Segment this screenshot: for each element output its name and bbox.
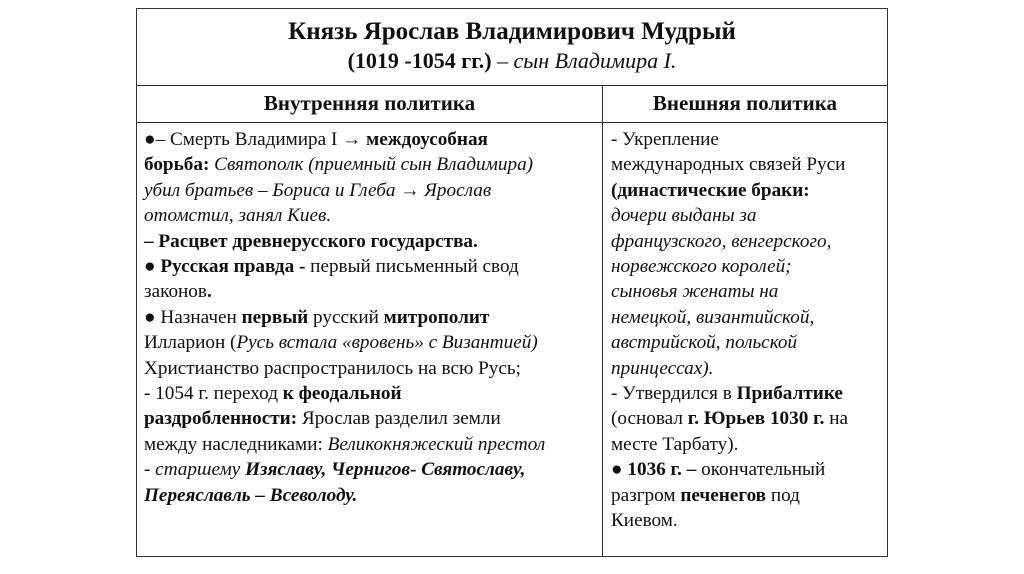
text-segment: г. Юрьев 1030 г. [687, 408, 825, 430]
external-policy-cell [603, 123, 887, 556]
text-line [611, 127, 887, 152]
text-line [611, 356, 887, 381]
text-segment: печенегов [680, 484, 767, 506]
subtitle-line [137, 47, 887, 75]
text-segment: Русь встала «вровень» с Византией) [236, 332, 538, 354]
text-segment: - старшему [144, 459, 246, 481]
text-line [144, 203, 602, 228]
text-segment: первый письменный свод [310, 256, 519, 278]
title-line: Князь Ярослав Владимирович Мудрый [288, 18, 736, 45]
text-line [611, 330, 887, 355]
text-segment: французского, венгерского, [611, 230, 832, 252]
text-segment: - 1054 г. переход [144, 383, 283, 405]
text-segment: междоусобная [366, 129, 488, 150]
text-segment: дочери выданы за [611, 205, 757, 227]
text-segment: - Утвердился в [611, 383, 737, 405]
text-segment: между наследниками: [144, 433, 328, 455]
column-header-internal: Внутренняя политика [137, 85, 603, 123]
text-segment: Киевом. [611, 510, 678, 532]
text-segment: (династические браки: [611, 179, 810, 201]
text-line [611, 152, 887, 177]
text-segment: убил братьев – Бориса и Глеба → Ярослав [144, 179, 492, 201]
text-segment: (основал [611, 408, 688, 430]
text-line [144, 127, 602, 152]
text-line [144, 406, 602, 431]
reign-years: (1019 -1054 гг.) [347, 48, 492, 73]
text-segment: русский [308, 306, 384, 328]
text-segment: Прибалтике [736, 383, 843, 405]
text-segment: окончательный [701, 459, 826, 481]
text-segment: первый [241, 306, 309, 328]
column-header-external: Внешняя политика [603, 85, 887, 123]
text-segment: на [824, 408, 849, 430]
text-line [611, 508, 887, 533]
text-segment: – Расцвет древнерусского государства. [144, 230, 478, 252]
text-segment: принцессах). [611, 357, 714, 379]
text-segment: ●– Смерть Владимира I → [144, 129, 367, 150]
text-segment: месте Тарбату). [611, 433, 739, 455]
text-line [144, 381, 602, 406]
text-segment: борьба: [144, 154, 215, 176]
text-segment: Изяславу, Чернигов- Святославу, [245, 459, 526, 481]
text-line [611, 305, 887, 330]
text-line [611, 406, 887, 431]
text-line [144, 305, 602, 330]
text-segment: немецкой, византийской, [611, 306, 815, 328]
text-line [611, 203, 887, 228]
text-segment: Великокняжеский престол [327, 433, 546, 455]
text-segment: ● Русская правда - [144, 256, 311, 278]
text-line [144, 483, 602, 508]
text-line [144, 356, 602, 381]
text-line [611, 178, 887, 203]
internal-policy-cell [137, 123, 603, 556]
text-segment: законов [144, 281, 207, 303]
text-segment: отомстил, занял Киев. [144, 205, 332, 227]
text-segment: Переяславль – Всеволоду. [144, 484, 358, 506]
text-line [611, 483, 887, 508]
text-segment: . [206, 281, 212, 303]
text-line [611, 381, 887, 406]
text-line [144, 254, 602, 279]
text-segment: Ярослав разделил земли [297, 408, 501, 430]
text-line [144, 457, 602, 482]
text-segment: норвежского королей; [611, 256, 792, 278]
text-segment: разгром [611, 484, 681, 506]
text-line [611, 432, 887, 457]
text-line [611, 279, 887, 304]
text-segment: Святополк (приемный сын Владимира) [214, 154, 534, 176]
text-line [144, 330, 602, 355]
text-line [144, 178, 602, 203]
text-line [611, 229, 887, 254]
history-table [136, 8, 888, 557]
text-line [144, 152, 602, 177]
text-segment: австрийской, польской [611, 332, 798, 354]
text-segment: раздробленности: [144, 408, 298, 430]
text-line [611, 254, 887, 279]
text-segment: к феодальной [282, 383, 402, 405]
text-line [611, 457, 887, 482]
text-segment: ● 1036 г. – [611, 459, 702, 481]
text-segment: сыновья женаты на [611, 281, 779, 303]
text-line [144, 432, 602, 457]
table-title [137, 9, 887, 86]
subtitle-rest: – сын Владимира I. [491, 48, 677, 73]
text-line [144, 229, 602, 254]
text-segment: Илларион ( [144, 332, 237, 354]
text-line [144, 279, 602, 304]
text-segment: под [766, 484, 800, 506]
text-segment: митрополит [383, 306, 490, 328]
text-segment: - Укрепление [611, 129, 719, 150]
text-segment: международных связей Руси [611, 154, 846, 176]
text-segment: Христианство распространилось на всю Русь; [144, 357, 521, 379]
text-segment: ● Назначен [144, 306, 242, 328]
